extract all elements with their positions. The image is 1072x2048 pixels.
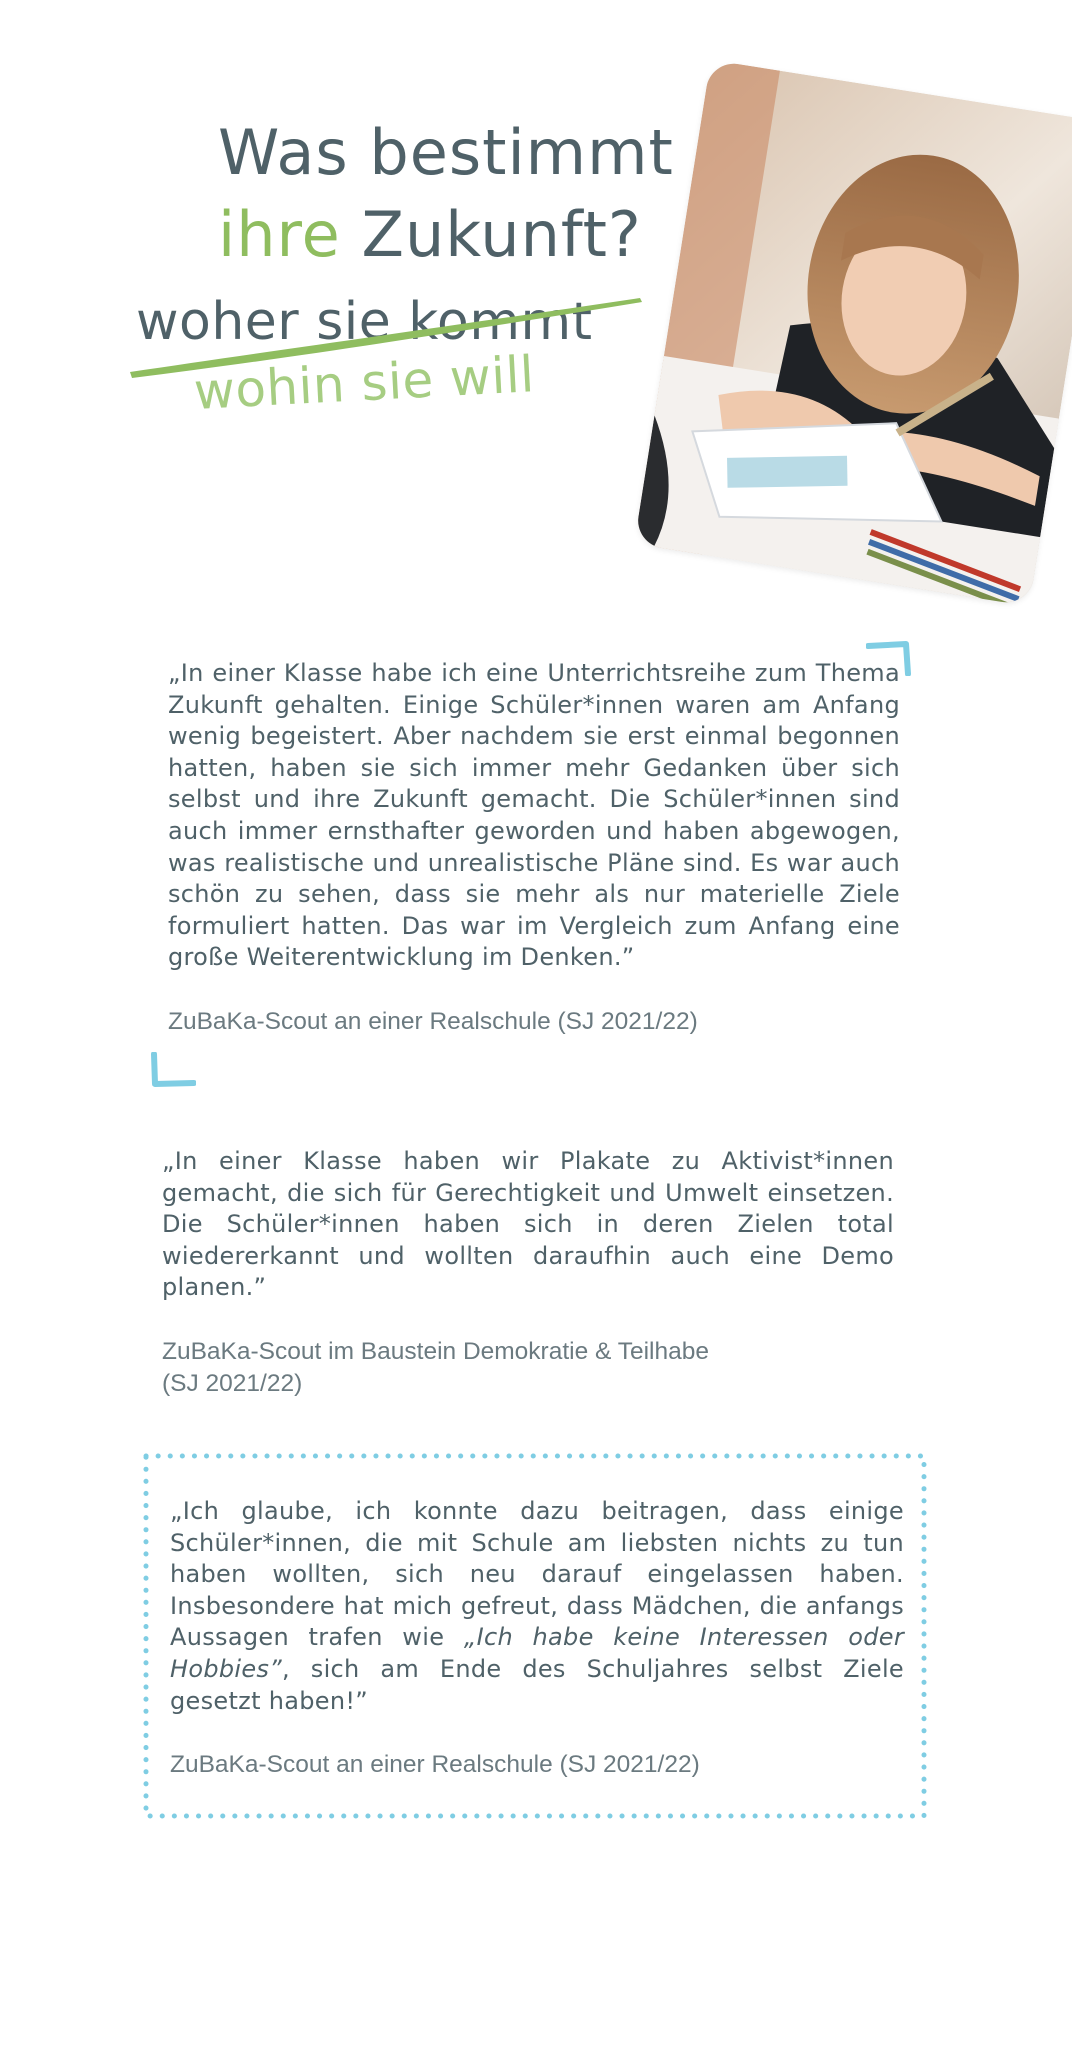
quote-block-2 xyxy=(162,1146,894,1400)
title-line-1: Was bestimmt xyxy=(218,116,674,189)
quote-3-text xyxy=(170,1496,904,1717)
quote-2-attribution-line-2: (SJ 2021/22) xyxy=(162,1369,303,1397)
quote-block-3 xyxy=(170,1496,904,1781)
photo-girl-writing-icon xyxy=(634,60,1072,607)
tagline-answer-text: wohin sie will xyxy=(192,345,536,421)
quote-1-text: „In einer Klasse habe ich eine Unterrichtsreihe zum Thema Zukunft gehalten. Einige Schüler*innen waren am Anfang wenig begeistert. Aber nachdem sie erst einmal begonnen hatten, haben sie sich immer mehr Gedanken über sich selbst und ihre Zukunft gemacht. Die Schüler*innen sind auch immer ernsthafter geworden und haben abgewogen, was realistische und unrealistische Pläne sind. Es war auch schön zu sehen, dass sie mehr als nur materielle Ziele formuliert hatten. Das war im Vergleich zum Anfang eine große Weiterentwicklung im Denken.” xyxy=(168,659,900,972)
quote-3-text-before: „Ich glaube, ich konnte dazu beitragen, dass einige Schüler*innen, die mit Schule am liebsten nichts zu tun haben wollten, sich neu darauf eingelassen haben. Insbesondere hat mich gefreut, dass Mädchen, die anfangs Aussagen trafen wie xyxy=(170,1497,904,1652)
quote-1-attribution: ZuBaKa-Scout an einer Realschule (SJ 2021/22) xyxy=(168,1007,698,1035)
page-title xyxy=(218,112,674,276)
quote-3-attribution: ZuBaKa-Scout an einer Realschule (SJ 2021/22) xyxy=(170,1751,700,1779)
quote-2-attribution-line-1: ZuBaKa-Scout im Baustein Demokratie & Teilhabe xyxy=(162,1337,709,1365)
photo-girl-writing xyxy=(634,60,1072,607)
quote-2-text: „In einer Klasse haben wir Plakate zu Aktivist*innen gemacht, die sich für Gerechtigkeit und Umwelt einsetzen. Die Schüler*innen haben sich in deren Zielen total wiedererkannt und wollten daraufhin auch eine Demo planen.” xyxy=(162,1147,894,1302)
quote-3-text-italic: „Ich habe keine Interessen oder Hobbies” xyxy=(170,1623,904,1683)
tagline-struck-text: woher sie kommt xyxy=(136,292,593,352)
quote-2-attribution xyxy=(162,1336,894,1400)
title-line-2-rest: Zukunft? xyxy=(340,198,642,271)
title-accent-word: ihre xyxy=(218,198,341,271)
quote-3-text-after: , sich am Ende des Schuljahres selbst Ziele gesetzt haben!” xyxy=(170,1654,904,1715)
bracket-corner-bottom-left-icon xyxy=(150,1052,196,1088)
quote-block-1 xyxy=(168,658,900,1038)
